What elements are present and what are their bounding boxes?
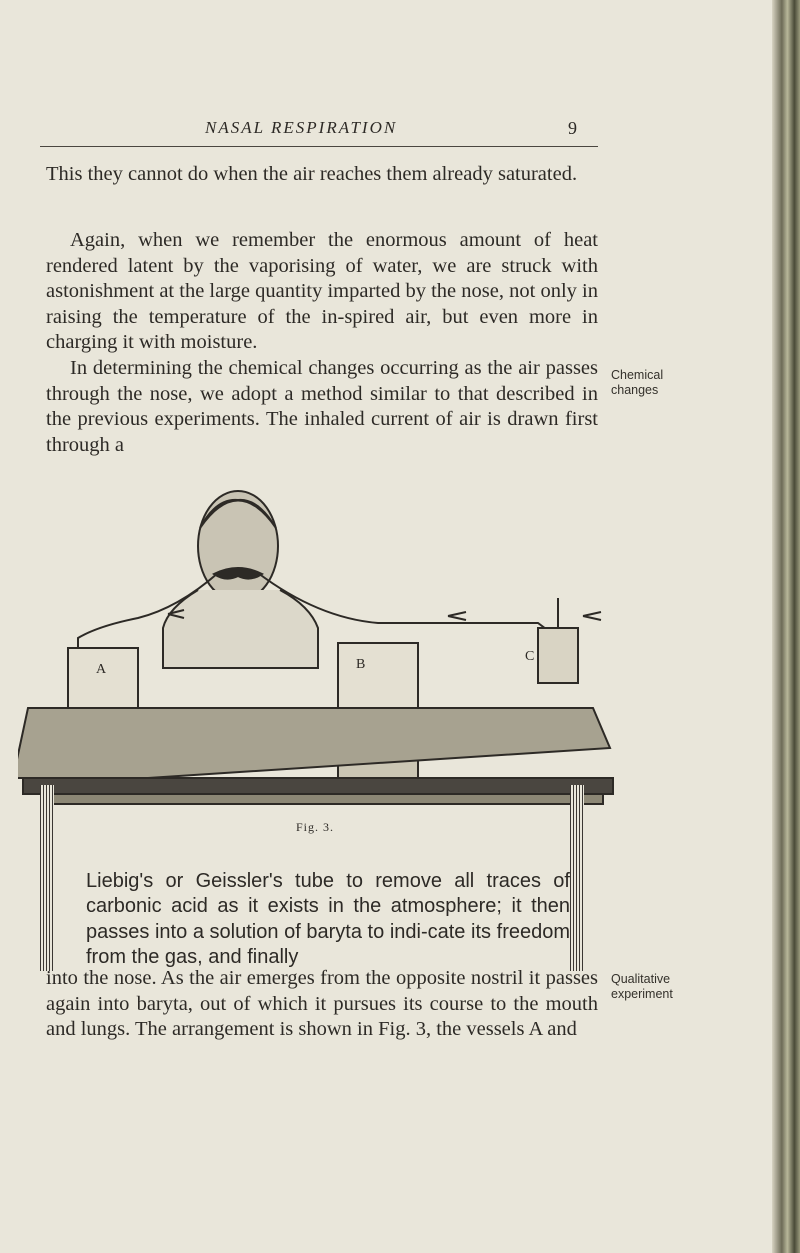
table-leg-left [40,785,54,971]
page-header [40,118,600,144]
vessel-b-label: B [356,657,366,672]
book-page-edge [772,0,800,1253]
paragraph-3-text: In determining the chemical changes occurring as the air passes through the nose, we adopt a method similar to that described in the previous experiments. The inhaled current of air is drawn first through a [46,357,598,456]
figure-caption: Liebig's or Geissler's tube to remove all traces of carbonic acid as it exists in the atmosphere; it then passes into a solution of baryta to indi-cate its freedom from the gas, and finally [86,870,570,968]
bust-outline [163,590,318,668]
header-rule [40,146,598,147]
margin-note-qualitative: Qualitative experiment [611,972,673,1001]
paragraph-1-text: This they cannot do when the air reaches them already saturated. [46,163,578,185]
table-leg-right [570,785,584,971]
figure-3-illustration [18,478,618,816]
page-number: 9 [568,118,577,138]
head-outline [198,491,278,601]
paragraph-4 [46,966,598,1043]
arrow-middle [448,612,466,620]
table-edge [23,778,613,794]
vessel-c-label: C [525,649,535,664]
figure-label: Fig. 3. [296,820,335,834]
paragraph-2-text: Again, when we remember the enormous amount of heat rendered latent by the vaporising of water, we are struck with astonishment at the large quantity imparted by the nose, not only in raising the temperature of the in-spired air, but even more in charging it with moisture. [46,229,598,354]
vessel-a-label: A [96,662,107,677]
paragraph-3 [46,356,598,458]
paragraph-1 [46,162,598,188]
table-top [18,708,610,778]
arrow-right [583,612,601,620]
paragraph-4-text: into the nose. As the air emerges from the opposite nostril it passes again into baryta, out of which it pursues its course to the mouth and lungs. The arrangement is shown in Fig. 3, the vessels A and [46,967,598,1041]
vessel-c [538,628,578,683]
paragraph-2 [46,228,598,356]
running-head: NASAL RESPIRATION [205,118,398,137]
margin-note-chemical: Chemical changes [611,368,664,397]
